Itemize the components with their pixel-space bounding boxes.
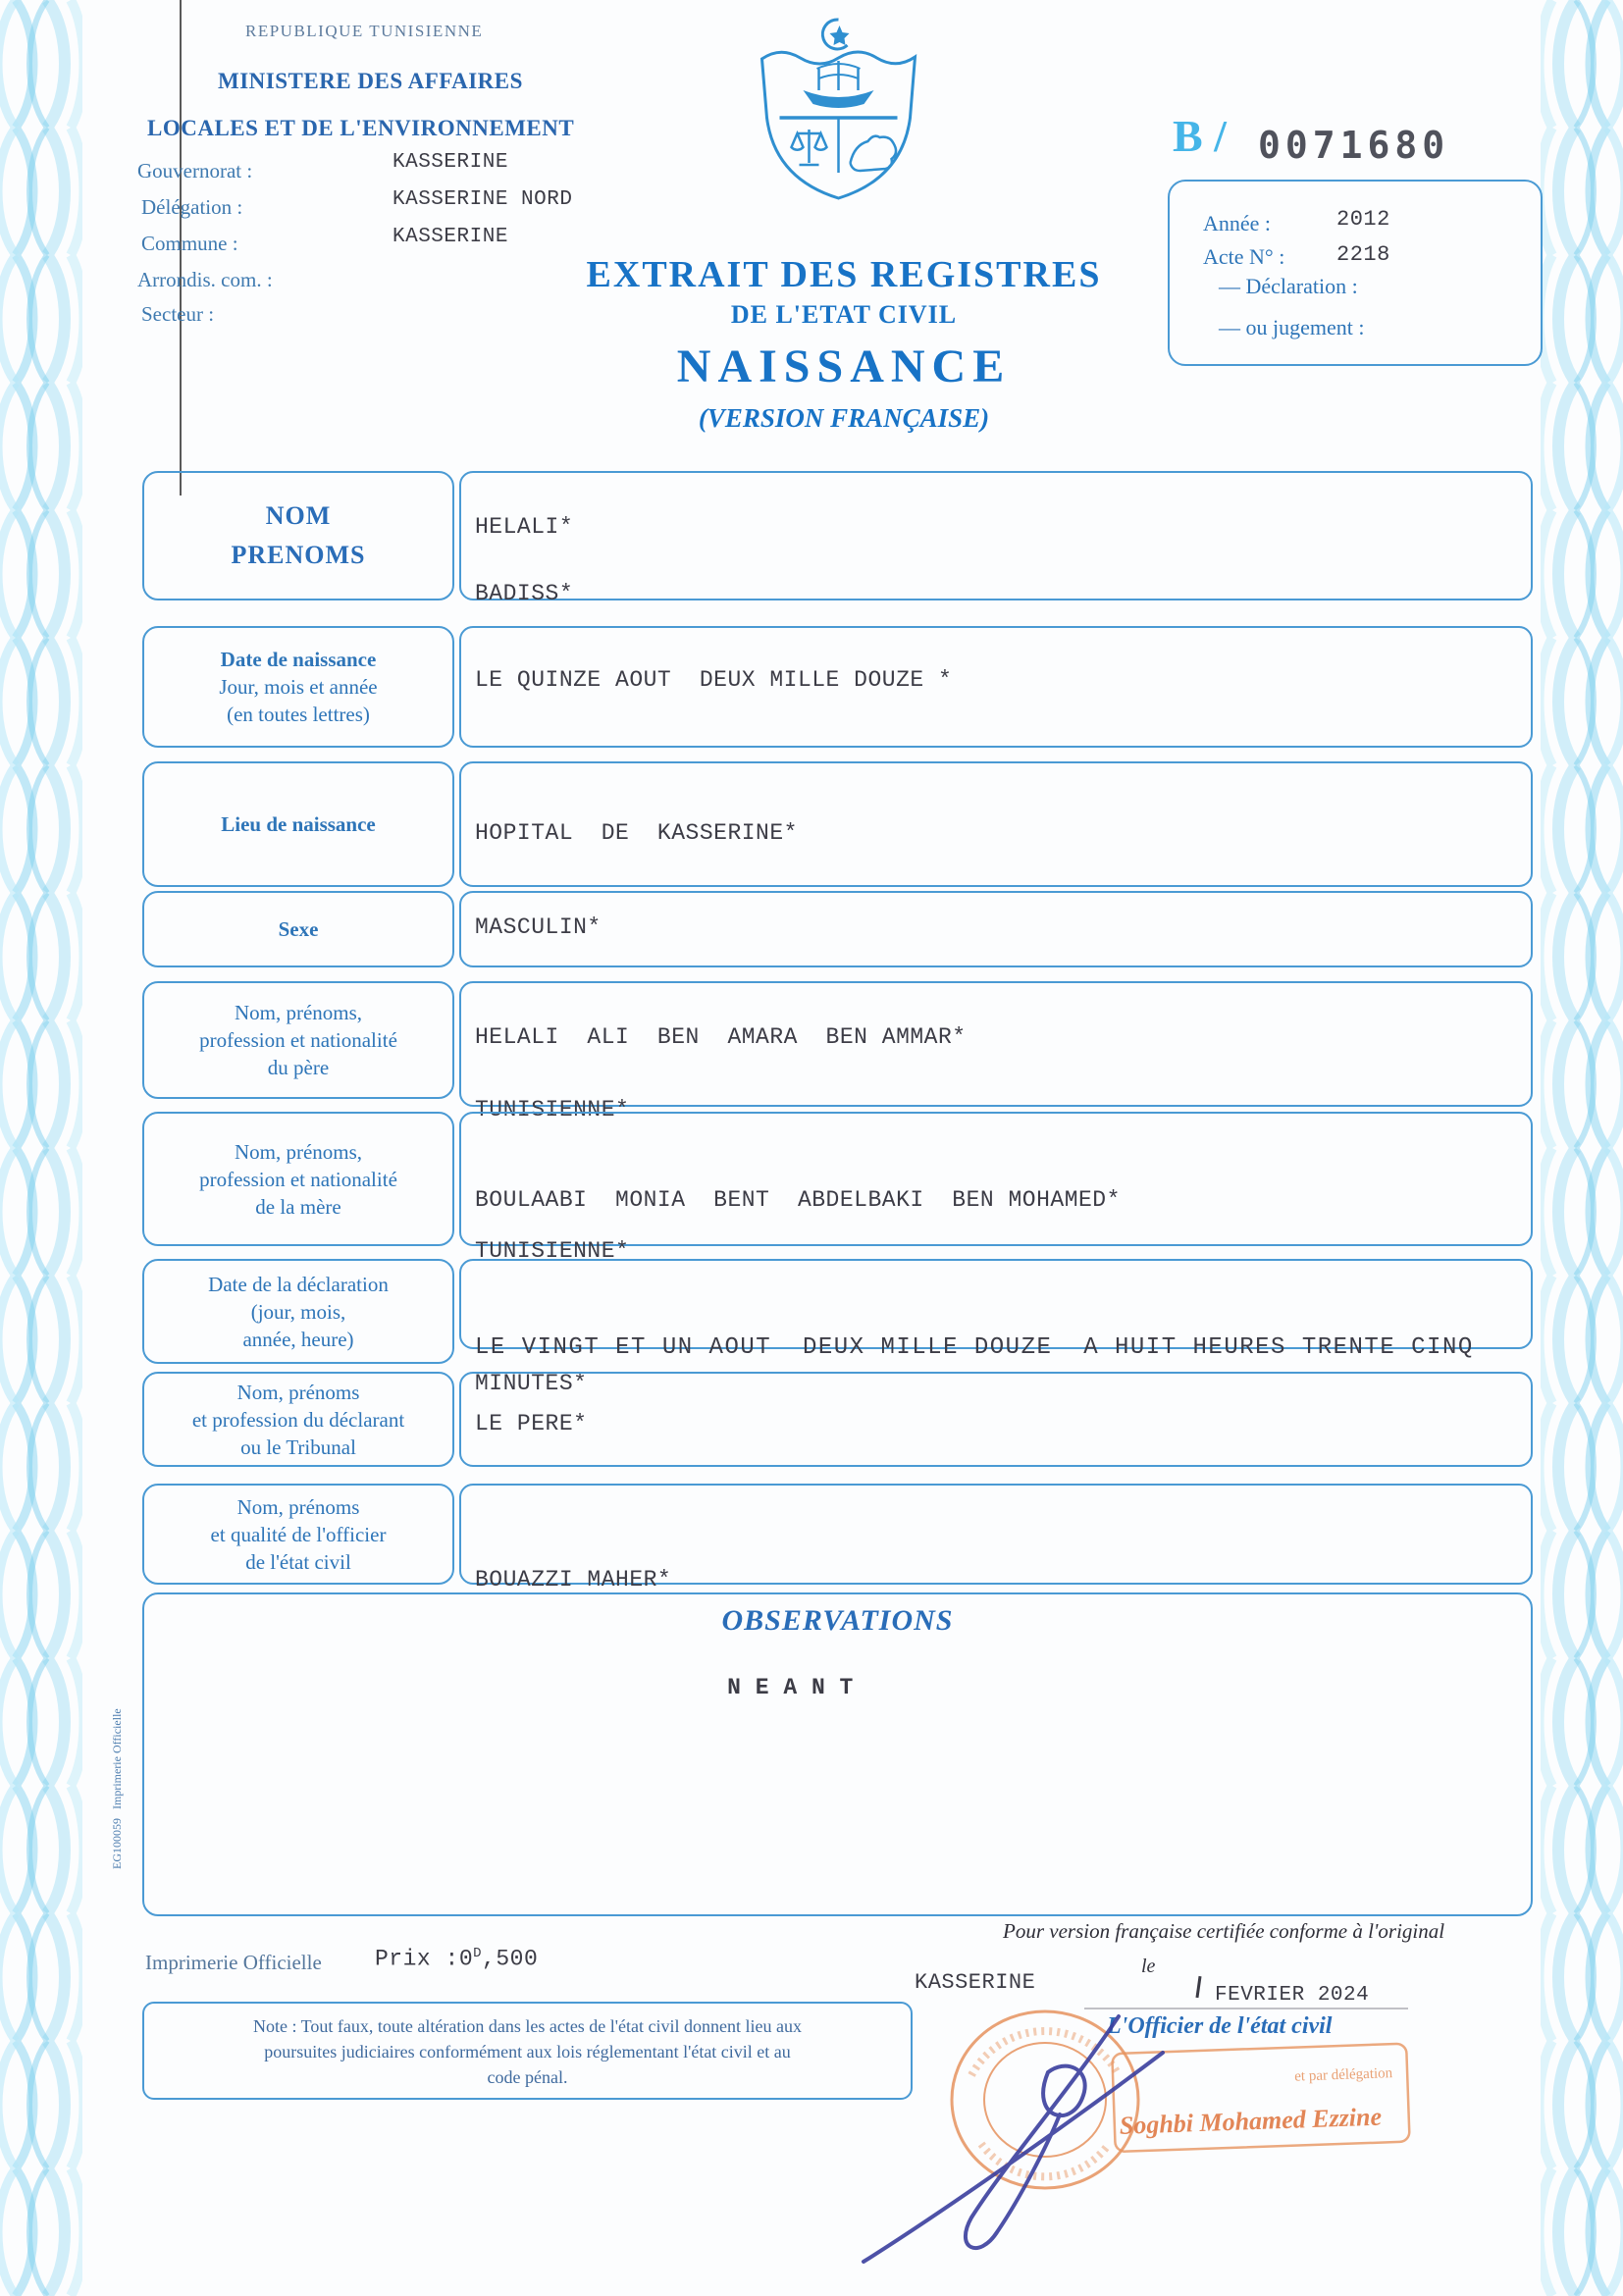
republic-title: REPUBLIQUE TUNISIENNE [245,22,484,40]
note-line: poursuites judiciaires conformément aux lois réglementant l'état civil et au [264,2042,791,2061]
printer-reference-vertical: EG100059 Imprimerie Officielle [110,1708,124,1869]
label-line: Nom, prénoms [236,1380,360,1404]
footer-date: FEVRIER 2024 [1215,1984,1370,2007]
acte-num-value: 2218 [1336,242,1390,267]
imprimerie-label: Imprimerie Officielle [145,1951,322,1974]
label-line: et qualité de l'officier [210,1522,387,1546]
label-line: de l'état civil [245,1549,351,1574]
secteur-label: Secteur : [141,302,215,326]
sexe-value: MASCULIN* [475,914,602,940]
label-line: (jour, mois, [250,1299,346,1324]
arrondis-label: Arrondis. com. : [137,268,273,291]
title-naissance: NAISSANCE [676,340,1012,392]
legal-note-box [142,2002,913,2100]
date-naissance-value-box [459,626,1533,748]
footer-lieu: KASSERINE [915,1970,1036,1995]
annee-label: Année : [1203,211,1272,235]
observations-box [142,1592,1533,1916]
sexe-value-box [459,891,1533,967]
pere-value: HELALI ALI BEN AMARA BEN AMMAR* [475,1024,967,1050]
certification-statement: Pour version française certifiée conforme à l'original [1003,1919,1445,1943]
declaration-value-box [459,1259,1533,1396]
label-line: Nom, prénoms, [234,1139,363,1164]
prix-sup: D [473,1946,483,1961]
mere-label-box [142,1112,454,1246]
serial-number: 0071680 [1258,124,1450,167]
mere-value-box [459,1112,1533,1264]
observations-title: OBSERVATIONS [721,1604,954,1637]
commune-value: KASSERINE [393,226,508,248]
label-line: NOM [265,501,332,530]
commune-label: Commune : [141,232,238,255]
label-line: du père [267,1056,330,1079]
guilloche-border-right [1541,0,1623,2296]
officier-signature-title: L'Officier de l'état civil [1107,2013,1333,2039]
jugement-label: — ou jugement : [1219,315,1365,339]
mere-value: BOULAABI MONIA BENT ABDELBAKI BEN MOHAMED* [475,1187,1121,1213]
declaration-label: — Déclaration : [1219,274,1358,298]
pere-nationalite-value: TUNISIENNE* [475,1097,630,1122]
lieu-value-box [459,761,1533,887]
document-title-block [496,253,1192,434]
guilloche-border-left [0,0,82,2296]
observations-value: N E A N T [727,1675,854,1700]
officier-value-box [459,1484,1533,1592]
date-naissance-label-box [142,626,454,748]
label-line: PRENOMS [231,541,366,569]
serial-prefix: B / [1173,111,1227,161]
label-line: Sexe [278,917,319,941]
label-line: profession et nationalité [199,1028,397,1052]
declaration-label-box [142,1259,454,1364]
ministry-line1: MINISTERE DES AFFAIRES [218,69,523,93]
prix-part1: Prix :0 [375,1946,474,1972]
nom-value-box [459,471,1533,606]
delegation-value: KASSERINE NORD [393,188,573,211]
declarant-value-box [459,1372,1533,1467]
label-line: Jour, mois et année [219,675,378,699]
acte-num-label: Acte N° : [1203,244,1285,269]
lieu-label-box [142,761,454,887]
mere-nationalite-value: TUNISIENNE* [475,1238,630,1264]
declaration-minutes-value: MINUTES* [475,1371,588,1396]
stamp-delegation-text: et par délégation [1293,2065,1393,2085]
gouvernorat-value: KASSERINE [393,151,508,174]
prenom-value: BADISS* [475,581,574,606]
title-version: (VERSION FRANÇAISE) [698,403,990,433]
label-line: et profession du déclarant [191,1407,405,1432]
delegation-label: Délégation : [141,195,243,219]
title-etat-civil: DE L'ETAT CIVIL [730,300,958,329]
label-line: Nom, prénoms, [234,1001,363,1024]
officier-value: BOUAZZI MAHER* [475,1567,672,1592]
label-line: de la mère [255,1194,341,1219]
nom-value: HELALI* [475,514,574,540]
gouvernorat-label: Gouvernorat : [137,159,253,183]
lieu-value: HOPITAL DE KASSERINE* [475,820,798,846]
prix-part2: ,500 [482,1946,539,1972]
tunisia-coat-of-arms-icon [738,16,939,212]
stamps-and-signature [824,1982,1452,2276]
declaration-value: LE VINGT ET UN AOUT DEUX MILLE DOUZE A HUIT HEURES TRENTE CINQ [475,1334,1474,1361]
sexe-label-box [142,891,454,967]
label-line: (en toutes lettres) [227,703,370,726]
label-line: Date de la déclaration [208,1272,389,1296]
annee-value: 2012 [1336,207,1390,232]
date-naissance-value: LE QUINZE AOUT DEUX MILLE DOUZE * [475,667,953,693]
pere-value-box [459,981,1533,1122]
declarant-value: LE PERE* [475,1411,588,1436]
ministry-line2: LOCALES ET DE L'ENVIRONNEMENT [147,116,575,140]
prix-value [375,1946,538,1972]
note-line: code pénal. [487,2067,568,2087]
label-line: Date de naissance [220,648,377,671]
pere-label-box [142,981,454,1099]
label-line: Nom, prénoms [236,1494,360,1519]
stamp-name-text: Soghbi Mohamed Ezzine [1119,2102,1383,2140]
acte-box [1168,180,1543,366]
label-line: profession et nationalité [199,1167,397,1191]
nom-label-box [142,471,454,600]
le-word: le [1141,1956,1156,1977]
title-extrait: EXTRAIT DES REGISTRES [586,254,1102,295]
label-line: année, heure) [242,1327,354,1351]
officier-label-box [142,1484,454,1585]
label-line: Lieu de naissance [221,812,376,836]
declarant-label-box [142,1372,454,1467]
note-line: Note : Tout faux, toute altération dans les actes de l'état civil donnent lieu aux [253,2016,802,2036]
label-line: ou le Tribunal [240,1435,356,1459]
